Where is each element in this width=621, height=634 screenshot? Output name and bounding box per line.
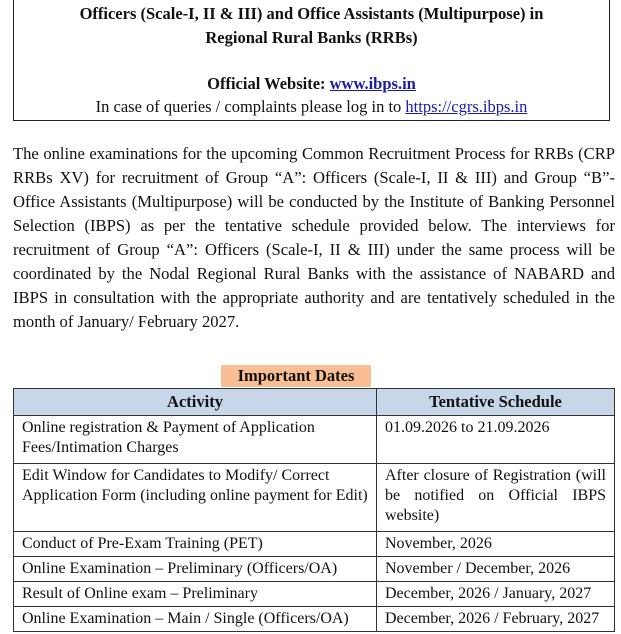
table-row	[14, 607, 615, 632]
column-header-schedule: Tentative Schedule	[377, 389, 615, 416]
column-header-activity: Activity	[14, 389, 377, 416]
activity-cell: Edit Window for Candidates to Modify/ Correct Application Form (including online payment for Edit)	[14, 464, 377, 532]
important-dates-table	[13, 388, 615, 632]
table-row	[14, 532, 615, 557]
queries-label: In case of queries / complaints please log in to	[95, 97, 406, 116]
official-website-label: Official Website:	[207, 74, 330, 93]
schedule-cell: December, 2026 / February, 2027	[377, 607, 615, 632]
table-header-row	[14, 389, 615, 416]
schedule-cell: November / December, 2026	[377, 557, 615, 582]
official-website-line	[14, 72, 609, 96]
schedule-cell: December, 2026 / January, 2027	[377, 582, 615, 607]
official-website-link[interactable]: www.ibps.in	[329, 74, 416, 93]
activity-cell: Online Examination – Preliminary (Officers/OA)	[14, 557, 377, 582]
schedule-cell: After closure of Registration (will be notified on Official IBPS website)	[377, 464, 615, 532]
table-row	[14, 582, 615, 607]
intro-paragraph: The online examinations for the upcoming Common Recruitment Process for RRBs (CRP RRBs XV) for recruitment of Group “A”: Officers (Scale-I, II & III) and Group “B”-Office Assistants (Multipurpose) will be conducted by the Institute of Banking Personnel Selection (IBPS) as per the tentative schedule provided below. The interviews for recruitment of Group “A”: Officers (Scale-I, II & III) under the same process will be coordinated by the Nodal Regional Rural Banks with the assistance of NABARD and IBPS in consultation with the appropriate authority and are tentatively scheduled in the month of January/ February 2027.	[13, 144, 615, 331]
table-row	[14, 557, 615, 582]
notice-title: Officers (Scale-I, II & III) and Office Assistants (Multipurpose) in Regional Rural Banks (RRBs)	[79, 4, 544, 47]
activity-cell: Online Examination – Main / Single (Officers/OA)	[14, 607, 377, 632]
schedule-cell: 01.09.2026 to 21.09.2026	[377, 416, 615, 464]
queries-line	[14, 96, 609, 118]
table-row	[14, 464, 615, 532]
important-dates-label: Important Dates	[221, 365, 371, 387]
activity-cell: Online registration & Payment of Application Fees/Intimation Charges	[14, 416, 377, 464]
cgrs-link[interactable]: https://cgrs.ibps.in	[405, 97, 528, 116]
activity-cell: Result of Online exam – Preliminary	[14, 582, 377, 607]
activity-cell: Conduct of Pre-Exam Training (PET)	[14, 532, 377, 557]
schedule-cell: November, 2026	[377, 532, 615, 557]
table-row	[14, 416, 615, 464]
notice-header	[13, 0, 610, 121]
